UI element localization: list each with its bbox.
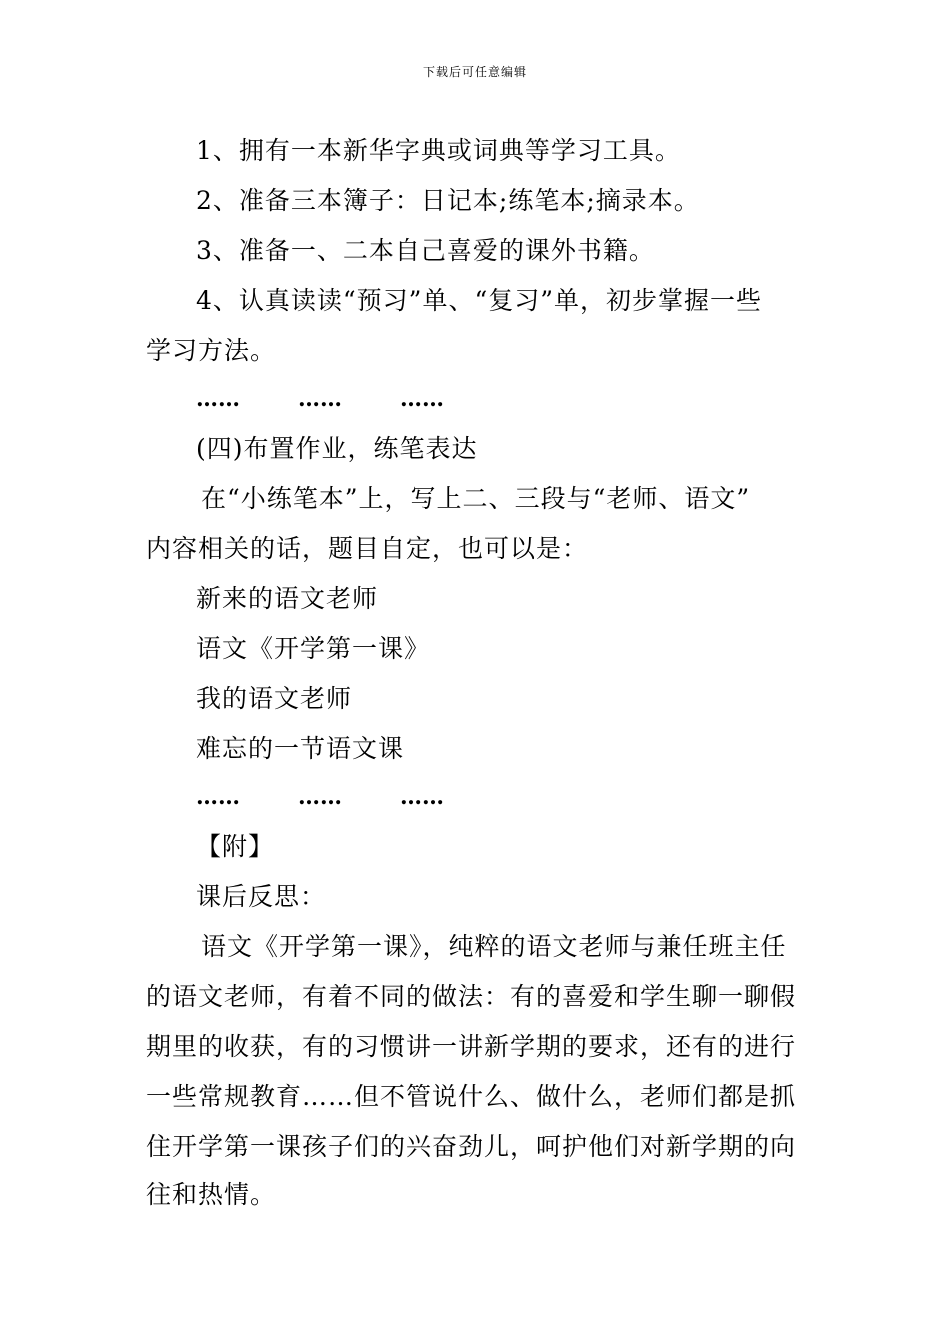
list-item: 我的语文老师: [196, 684, 353, 713]
text-line: 内容相关的话，题目自定，也可以是：: [146, 534, 589, 563]
ellipsis: ……: [298, 386, 342, 412]
ellipsis: ……: [400, 784, 444, 810]
list-item: 难忘的一节语文课: [196, 734, 405, 763]
text-line: 住开学第一课孩子们的兴奋劲儿，呵护他们对新学期的向: [146, 1132, 797, 1161]
text-line: 语文《开学第一课》，纯粹的语文老师与兼任班主任: [201, 932, 787, 961]
text-line: 的语文老师，有着不同的做法：有的喜爱和学生聊一聊假: [146, 982, 797, 1011]
text-line: 往和热情。: [146, 1180, 277, 1209]
text-line: 3、准备一、二本自己喜爱的课外书籍。: [196, 236, 655, 265]
ellipsis-row: [196, 384, 502, 414]
section-heading: (四)布置作业，练笔表达: [196, 434, 478, 463]
text-line: 一些常规教育……但不管说什么、做什么，老师们都是抓: [146, 1082, 797, 1111]
ellipsis-row: [196, 782, 502, 812]
text-line: 期里的收获，有的习惯讲一讲新学期的要求，还有的进行: [146, 1032, 797, 1061]
list-item: 语文《开学第一课》: [196, 634, 431, 663]
text-line: 学习方法。: [146, 336, 277, 365]
text-line: 2、准备三本簿子：日记本;练笔本;摘录本。: [196, 186, 700, 215]
text-line: 1、拥有一本新华字典或词典等学习工具。: [196, 136, 681, 165]
text-line: 4、认真读读“预习”单、“复习”单，初步掌握一些: [196, 286, 763, 315]
text-line: 在“小练笔本”上，写上二、三段与“老师、语文”: [201, 484, 751, 513]
page-header: 下载后可任意编辑: [422, 65, 527, 79]
appendix-heading: 【附】: [196, 832, 275, 861]
ellipsis: ……: [400, 386, 444, 412]
ellipsis: ……: [298, 784, 342, 810]
list-item: 新来的语文老师: [196, 584, 379, 613]
ellipsis: ……: [196, 784, 240, 810]
text-line: 课后反思：: [196, 882, 327, 911]
ellipsis: ……: [196, 386, 240, 412]
